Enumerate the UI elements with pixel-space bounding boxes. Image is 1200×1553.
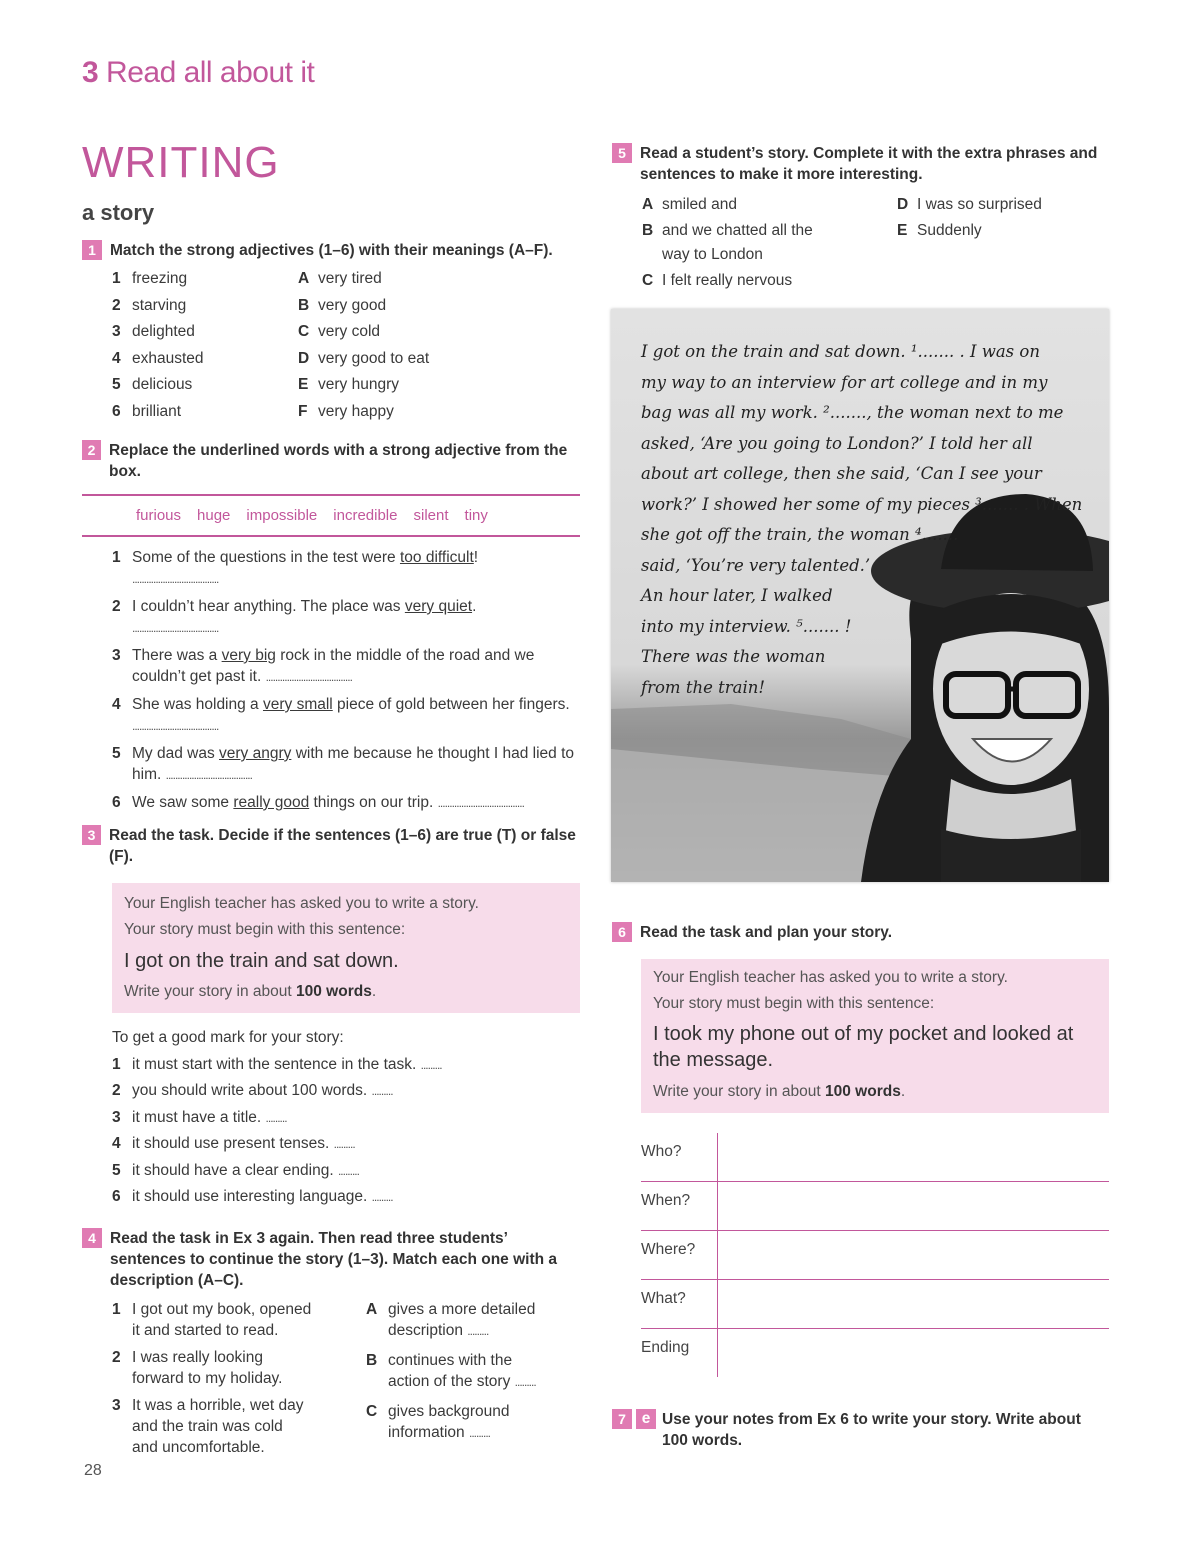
list-item: 4 it should use present tenses. ......... <box>112 1135 355 1152</box>
list-item: 3 There was a very big rock in the middle of the road and we couldn’t get past it. ..................................... <box>112 647 535 685</box>
list-item: 2 I couldn’t hear anything. The place was very quiet. ..................................... <box>112 598 477 635</box>
exercise-2 <box>82 440 580 814</box>
list-item: 1 freezing <box>112 270 188 287</box>
list-item: 4 exhausted <box>112 349 204 367</box>
exercise-number: 3 <box>82 825 101 845</box>
exercise-number: 4 <box>82 1228 102 1248</box>
list-item: 3 It was a horrible, wet day and the train was cold and uncomfortable. <box>112 1397 304 1456</box>
list-item: C I felt really nervous <box>642 272 793 289</box>
exercise-number: 1 <box>82 240 102 260</box>
exercise-number: 5 <box>612 143 632 163</box>
list-item: D very good to eat <box>298 349 430 367</box>
exercise-5 <box>612 143 1108 293</box>
plan-row[interactable]: Where? <box>641 1231 1109 1280</box>
e-workbook-icon: e <box>636 1409 656 1429</box>
exercise-number: 2 <box>82 440 101 460</box>
exercise-3 <box>82 825 580 1211</box>
list-item: 2 starving <box>112 296 187 314</box>
task-sentence: I took my phone out of my pocket and looked at the message. <box>653 1023 1074 1071</box>
list-item: 2 you should write about 100 words. ......... <box>112 1082 393 1099</box>
task-box: Your English teacher has asked you to write a story. Your story must begin with this sentence: I got on the train and sat down. Write your story in about 100 words. <box>112 883 580 1013</box>
unit-number: 3 <box>82 56 99 89</box>
exercise-6 <box>612 922 1109 1377</box>
task-lead: To get a good mark for your story: <box>112 1029 344 1046</box>
exercise-4 <box>82 1228 580 1458</box>
list-item: B very good <box>298 296 387 314</box>
plan-row[interactable]: Ending <box>641 1329 1109 1377</box>
task-box: Your English teacher has asked you to write a story. Your story must begin with this sentence: I took my phone out of my pocket and looked at the message. Write your story in about 100 words. <box>641 959 1109 1113</box>
list-item: 3 it must have a title. ......... <box>112 1108 287 1126</box>
story-panel <box>611 309 1109 882</box>
list-item: 4 She was holding a very small piece of gold between her fingers. ..................................... <box>112 696 570 733</box>
word-box: furious huge impossible incredible silent tiny <box>136 507 488 524</box>
exercise-number: 7 <box>612 1409 632 1429</box>
exercise-1-instruction: Match the strong adjectives (1–6) with their meanings (A–F). <box>110 242 553 259</box>
list-item: D I was so surprised <box>897 196 1042 213</box>
story-text: I got on the train and sat down. ¹....... . I was on my way to an interview for art college and in my bag was all my work. ²......., the woman next to me asked, ‘Are you going to London?’ I told her all about art college, then she said, ‘Can I see your work?’ I showed her some of my pieces ³....... . When she got off the train, the woman ⁴....... said, ‘You’re very talented.’ An hour later, I walked into my interview. ⁵....... ! There was the woman from the train! <box>641 342 1083 697</box>
subsection-title: a story <box>82 200 155 225</box>
list-item: 5 delicious <box>112 376 193 393</box>
exercise-2-instruction: Replace the underlined words with a strong adjective from the box. <box>109 442 568 480</box>
exercise-3-instruction: Read the task. Decide if the sentences (1–6) are true (T) or false (F). <box>109 827 576 865</box>
plan-row[interactable]: Who? <box>641 1133 1109 1182</box>
list-item: B and we chatted all the way to London <box>642 222 813 263</box>
list-item: 6 We saw some really good things on our trip. ..................................... <box>112 794 524 811</box>
list-item: F very happy <box>298 402 394 420</box>
list-item: C gives background information ......... <box>366 1403 510 1441</box>
list-item: 2 I was really looking forward to my holiday. <box>112 1349 283 1387</box>
list-item: E Suddenly <box>897 222 982 239</box>
unit-title <box>82 56 314 90</box>
section-title: WRITING <box>82 138 280 187</box>
exercise-1 <box>82 240 582 425</box>
exercise-number: 6 <box>612 922 632 942</box>
meaning-list <box>298 266 429 425</box>
exercise-7 <box>612 1409 1092 1451</box>
plan-row[interactable]: What? <box>641 1280 1109 1329</box>
task-sentence: I got on the train and sat down. <box>124 950 399 972</box>
list-item: A gives a more detailed description ......... <box>366 1301 536 1339</box>
list-item: 1 it must start with the sentence in the task. ......... <box>112 1055 442 1073</box>
list-item: 5 it should have a clear ending. ......... <box>112 1161 359 1179</box>
exercise-7-instruction: Use your notes from Ex 6 to write your story. Write about 100 words. <box>662 1411 1081 1449</box>
list-item: 3 delighted <box>112 323 195 340</box>
plan-row[interactable]: When? <box>641 1182 1109 1231</box>
list-item: B continues with the action of the story ......... <box>366 1352 536 1390</box>
list-item: 1 Some of the questions in the test were too difficult! ..................................... <box>112 549 479 586</box>
adjective-list <box>112 266 298 425</box>
list-item: 1 I got out my book, opened it and started to read. <box>112 1301 312 1339</box>
page-number: 28 <box>84 1462 102 1479</box>
list-item: C very cold <box>298 323 381 340</box>
list-item: A very tired <box>298 270 382 287</box>
unit-name: Read all about it <box>106 56 315 89</box>
list-item: A smiled and <box>642 196 737 213</box>
list-item: 6 brilliant <box>112 402 182 420</box>
list-item: 5 My dad was very angry with me because he thought I had lied to him. ..................................... <box>112 745 575 783</box>
exercise-4-instruction: Read the task in Ex 3 again. Then read three students’ sentences to continue the story (1–3). Match each one with a description (A–C). <box>110 1230 558 1289</box>
plan-table <box>641 1133 1109 1377</box>
exercise-6-instruction: Read the task and plan your story. <box>640 924 893 941</box>
list-item: 6 it should use interesting language. ......... <box>112 1188 393 1205</box>
exercise-5-instruction: Read a student’s story. Complete it with the extra phrases and sentences to make it more interesting. <box>640 145 1098 183</box>
list-item: E very hungry <box>298 376 399 393</box>
